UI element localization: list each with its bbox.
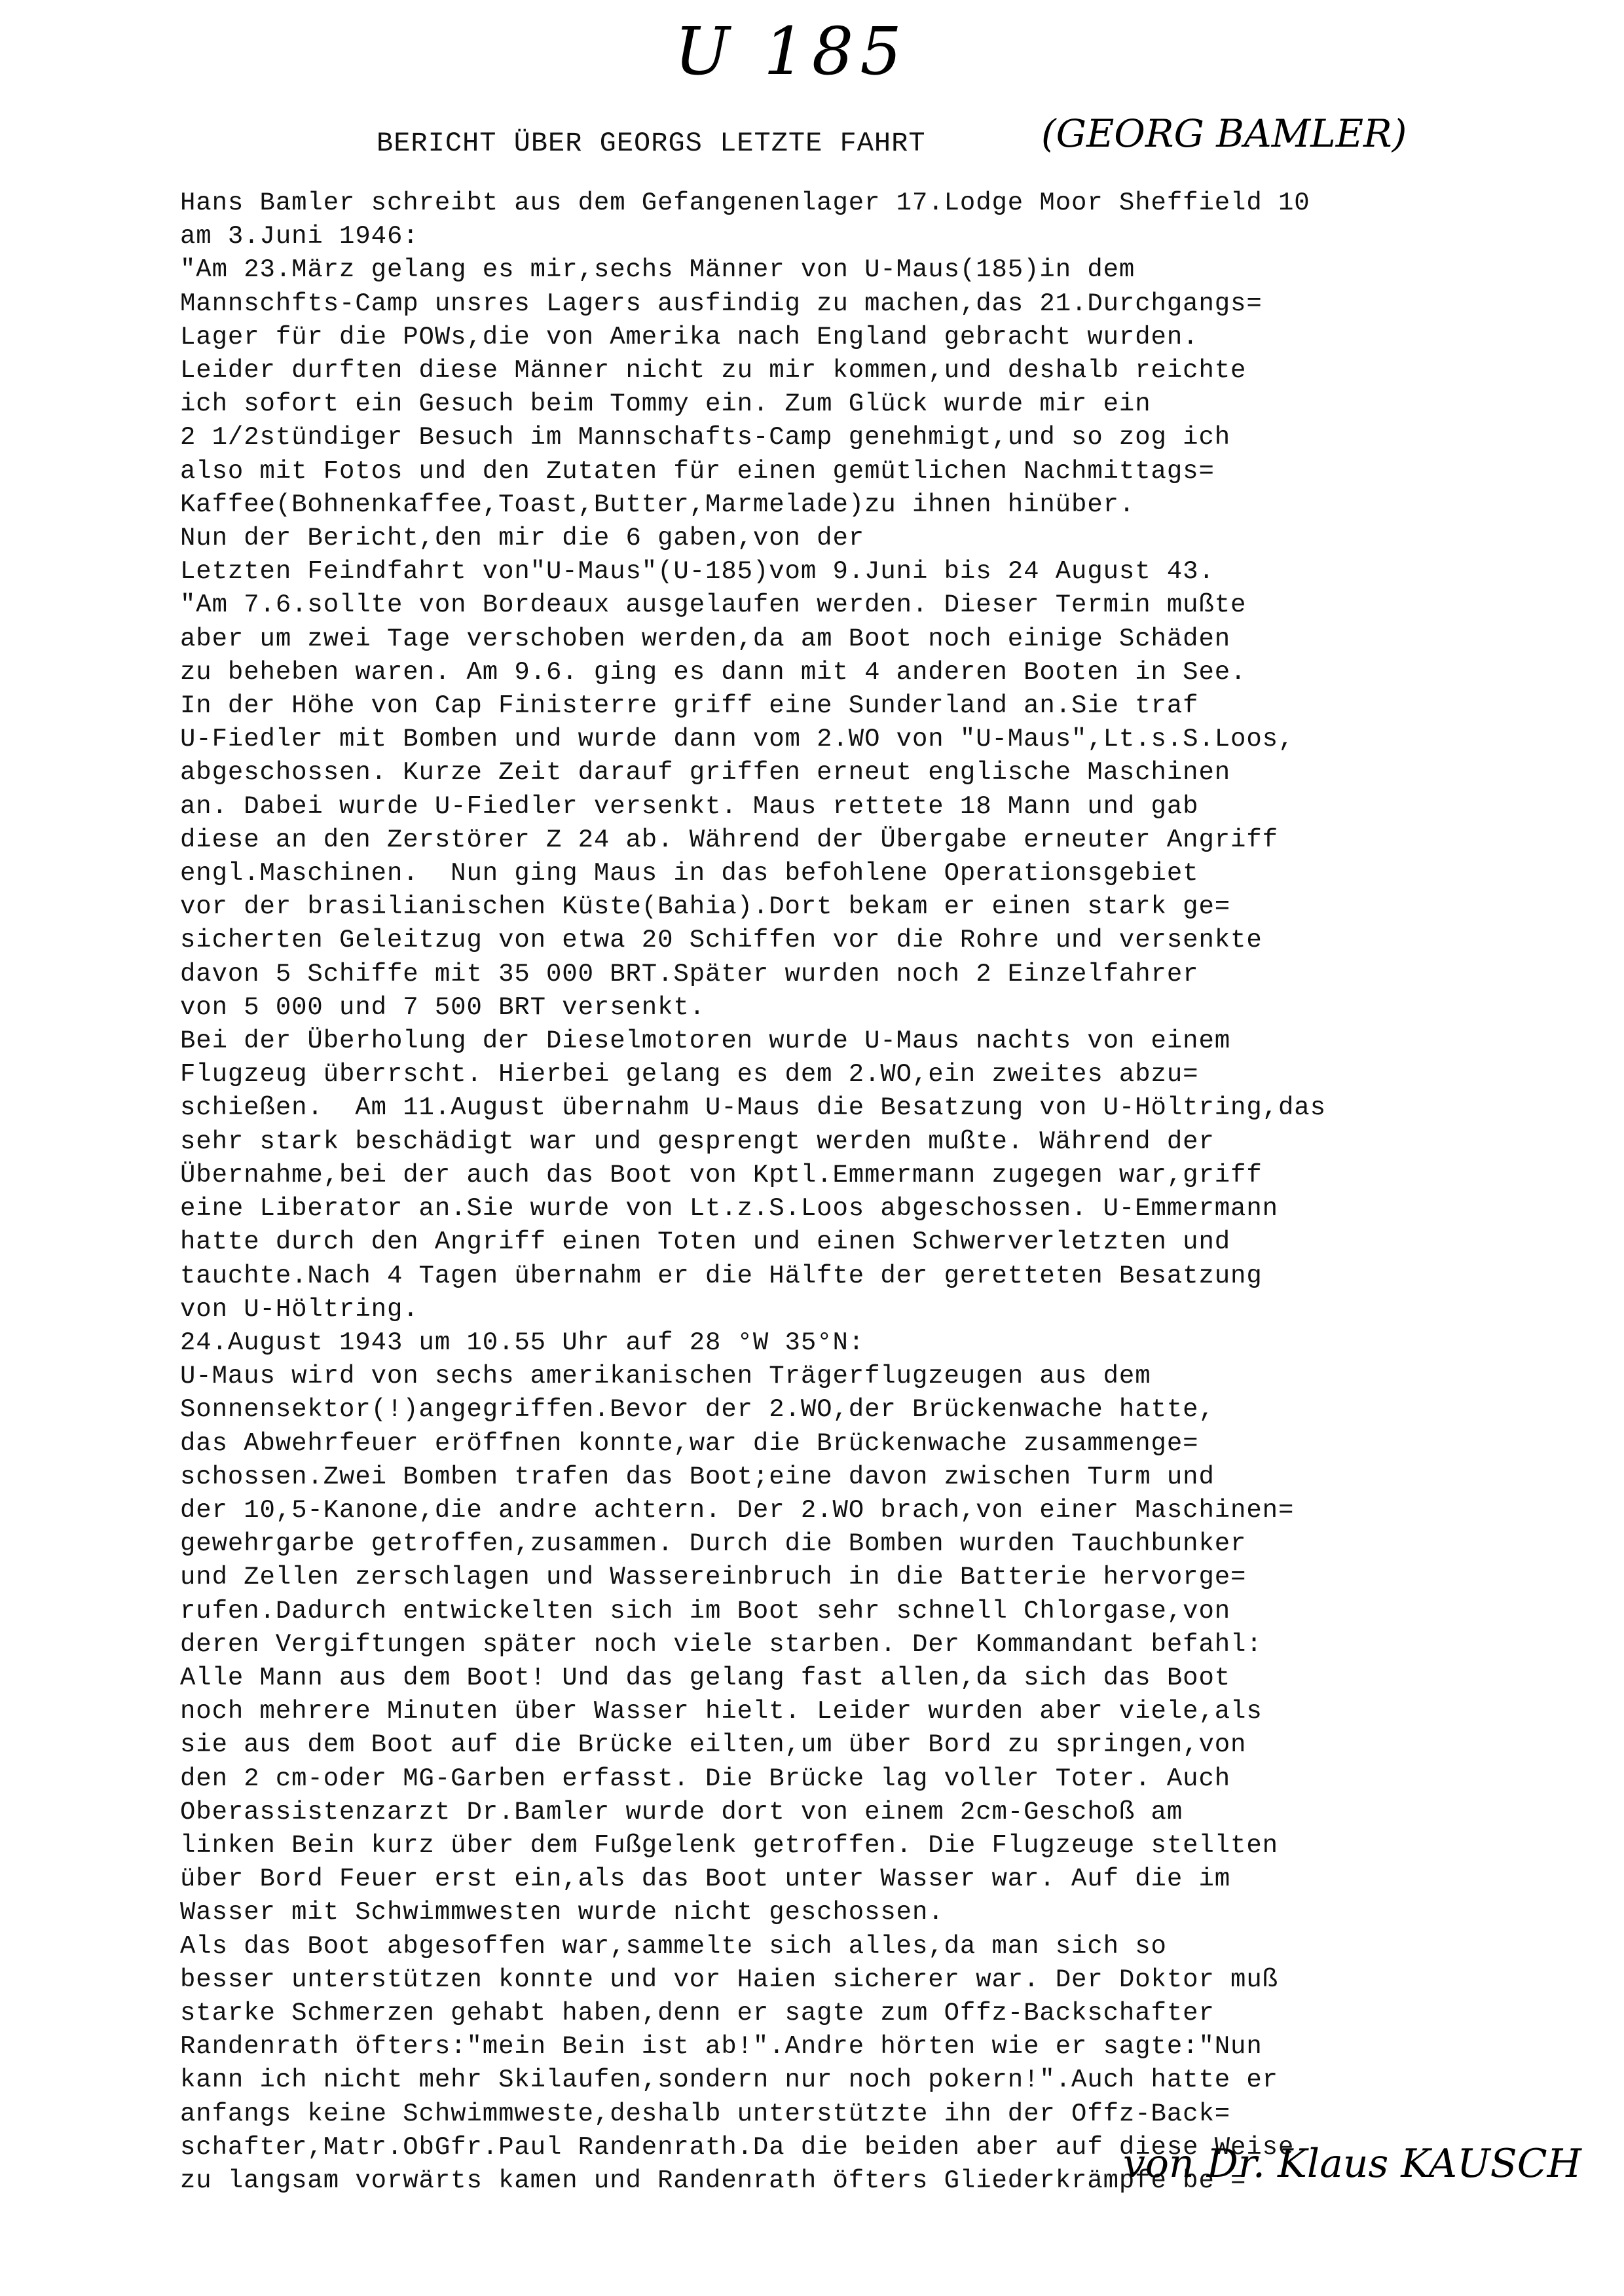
text-line: Übernahme,bei der auch das Boot von Kptl.Emmermann zugegen war,griff: [180, 1160, 1263, 1190]
text-line: rufen.Dadurch entwickelten sich im Boot sehr schnell Chlorgase,von: [180, 1596, 1231, 1626]
text-line: sicherten Geleitzug von etwa 20 Schiffen vor die Rohre und versenkte: [180, 926, 1263, 955]
text-line: Alle Mann aus dem Boot! Und das gelang fast allen,da sich das Boot: [180, 1663, 1231, 1692]
text-line: Nun der Bericht,den mir die 6 gaben,von der: [180, 524, 865, 553]
text-line: anfangs keine Schwimmweste,deshalb unterstützte ihn der Offz-Back=: [180, 2099, 1231, 2128]
text-line: deren Vergiftungen später noch viele starben. Der Kommandant befahl:: [180, 1630, 1263, 1659]
text-line: Wasser mit Schwimmwesten wurde nicht geschossen.: [180, 1898, 944, 1927]
text-line: und Zellen zerschlagen und Wassereinbruch in die Batterie hervorge=: [180, 1563, 1247, 1592]
text-line: "Am 23.März gelang es mir,sechs Männer von U-Maus(185)in dem: [180, 255, 1135, 285]
handwritten-name-annotation: (GEORG BAMLER): [1041, 111, 1407, 156]
page-heading: BERICHT ÜBER GEORGS LETZTE FAHRT: [377, 128, 926, 159]
text-line: der 10,5-Kanone,die andre achtern. Der 2.WO brach,von einer Maschinen=: [180, 1495, 1295, 1525]
text-line: Mannschfts-Camp unsres Lagers ausfindig zu machen,das 21.Durchgangs=: [180, 289, 1263, 318]
text-line: davon 5 Schiffe mit 35 000 BRT.Später wurden noch 2 Einzelfahrer: [180, 959, 1199, 989]
text-line: schießen. Am 11.August übernahm U-Maus die Besatzung von U-Höltring,das: [180, 1093, 1326, 1123]
text-line: über Bord Feuer erst ein,als das Boot unter Wasser war. Auf die im: [180, 1865, 1231, 1894]
text-line: engl.Maschinen. Nun ging Maus in das befohlene Operationsgebiet: [180, 859, 1199, 888]
text-line: "Am 7.6.sollte von Bordeaux ausgelaufen werden. Dieser Termin mußte: [180, 591, 1247, 620]
text-line: am 3.Juni 1946:: [180, 222, 419, 251]
text-line: 24.August 1943 um 10.55 Uhr auf 28 °W 35°N:: [180, 1328, 865, 1357]
text-line: Flugzeug überrscht. Hierbei gelang es dem 2.WO,ein zweites abzu=: [180, 1060, 1199, 1089]
report-body: [180, 187, 1562, 2198]
text-line: tauchte.Nach 4 Tagen übernahm er die Hälfte der geretteten Besatzung: [180, 1261, 1263, 1290]
text-line: Letzten Feindfahrt von"U-Maus"(U-185)vom 9.Juni bis 24 August 43.: [180, 557, 1215, 587]
text-line: zu beheben waren. Am 9.6. ging es dann mit 4 anderen Booten in See.: [180, 657, 1247, 687]
text-line: diese an den Zerstörer Z 24 ab. Während der Übergabe erneuter Angriff: [180, 825, 1278, 854]
text-line: U-Maus wird von sechs amerikanischen Trägerflugzeugen aus dem: [180, 1362, 1151, 1391]
text-line: also mit Fotos und den Zutaten für einen gemütlichen Nachmittags=: [180, 456, 1215, 486]
text-line: Sonnensektor(!)angegriffen.Bevor der 2.WO,der Brückenwache hatte,: [180, 1395, 1215, 1425]
text-line: sie aus dem Boot auf die Brücke eilten,um über Bord zu springen,von: [180, 1730, 1247, 1760]
text-line: den 2 cm-oder MG-Garben erfasst. Die Brücke lag voller Toter. Auch: [180, 1764, 1231, 1793]
text-line: von U-Höltring.: [180, 1294, 419, 1324]
text-line: schossen.Zwei Bomben trafen das Boot;eine davon zwischen Turm und: [180, 1462, 1215, 1491]
text-line: Randenrath öfters:"mein Bein ist ab!".Andre hörten wie er sagte:"Nun: [180, 2032, 1263, 2062]
text-line: vor der brasilianischen Küste(Bahia).Dort bekam er einen stark ge=: [180, 892, 1231, 922]
text-line: abgeschossen. Kurze Zeit darauf griffen erneut englische Maschinen: [180, 758, 1231, 788]
text-line: Leider durften diese Männer nicht zu mir kommen,und deshalb reichte: [180, 356, 1247, 386]
text-line: Oberassistenzarzt Dr.Bamler wurde dort von einem 2cm-Geschoß am: [180, 1797, 1183, 1827]
text-line: von 5 000 und 7 500 BRT versenkt.: [180, 993, 706, 1022]
text-line: starke Schmerzen gehabt haben,denn er sagte zum Offz-Backschafter: [180, 1998, 1215, 2028]
text-line: gewehrgarbe getroffen,zusammen. Durch die Bomben wurden Tauchbunker: [180, 1529, 1247, 1559]
text-line: linken Bein kurz über dem Fußgelenk getroffen. Die Flugzeuge stellten: [180, 1831, 1278, 1860]
text-line: Hans Bamler schreibt aus dem Gefangenenlager 17.Lodge Moor Sheffield 10: [180, 189, 1310, 217]
text-line: U-Fiedler mit Bomben und wurde dann vom 2.WO von "U-Maus",Lt.s.S.Loos,: [180, 725, 1295, 754]
text-line: an. Dabei wurde U-Fiedler versenkt. Maus rettete 18 Mann und gab: [180, 792, 1199, 821]
text-line: 2 1/2stündiger Besuch im Mannschafts-Camp genehmigt,und so zog ich: [180, 423, 1231, 452]
text-line: Lager für die POWs,die von Amerika nach England gebracht wurden.: [180, 322, 1199, 352]
text-line: besser unterstützen konnte und vor Haien sicherer war. Der Doktor muß: [180, 1965, 1278, 1994]
text-line: hatte durch den Angriff einen Toten und einen Schwerverletzten und: [180, 1228, 1231, 1257]
text-line: In der Höhe von Cap Finisterre griff eine Sunderland an.Sie traf: [180, 691, 1199, 721]
handwritten-title: U 185: [674, 13, 908, 90]
text-line: Als das Boot abgesoffen war,sammelte sich alles,da man sich so: [180, 1931, 1167, 1961]
text-line: das Abwehrfeuer eröffnen konnte,war die Brückenwache zusammenge=: [180, 1429, 1199, 1458]
handwritten-signature: von Dr. Klaus KAUSCH: [1123, 2141, 1581, 2187]
text-line: eine Liberator an.Sie wurde von Lt.z.S.Loos abgeschossen. U-Emmermann: [180, 1194, 1278, 1224]
text-line: zu langsam vorwärts kamen und Randenrath öfters Gliederkrämpfe be =: [180, 2166, 1247, 2195]
text-line: noch mehrere Minuten über Wasser hielt. Leider wurden aber viele,als: [180, 1697, 1263, 1726]
text-line: Kaffee(Bohnenkaffee,Toast,Butter,Marmelade)zu ihnen hinüber.: [180, 490, 1135, 519]
text-line: aber um zwei Tage verschoben werden,da am Boot noch einige Schäden: [180, 624, 1231, 653]
text-line: ich sofort ein Gesuch beim Tommy ein. Zum Glück wurde mir ein: [180, 390, 1151, 419]
text-line: Bei der Überholung der Dieselmotoren wurde U-Maus nachts von einem: [180, 1027, 1231, 1056]
text-line: schafter,Matr.ObGfr.Paul Randenrath.Da die beiden aber auf diese Weise: [180, 2132, 1295, 2162]
text-line: kann ich nicht mehr Skilaufen,sondern nur noch pokern!".Auch hatte er: [180, 2066, 1278, 2095]
text-line: sehr stark beschädigt war und gesprengt werden mußte. Während der: [180, 1127, 1215, 1156]
